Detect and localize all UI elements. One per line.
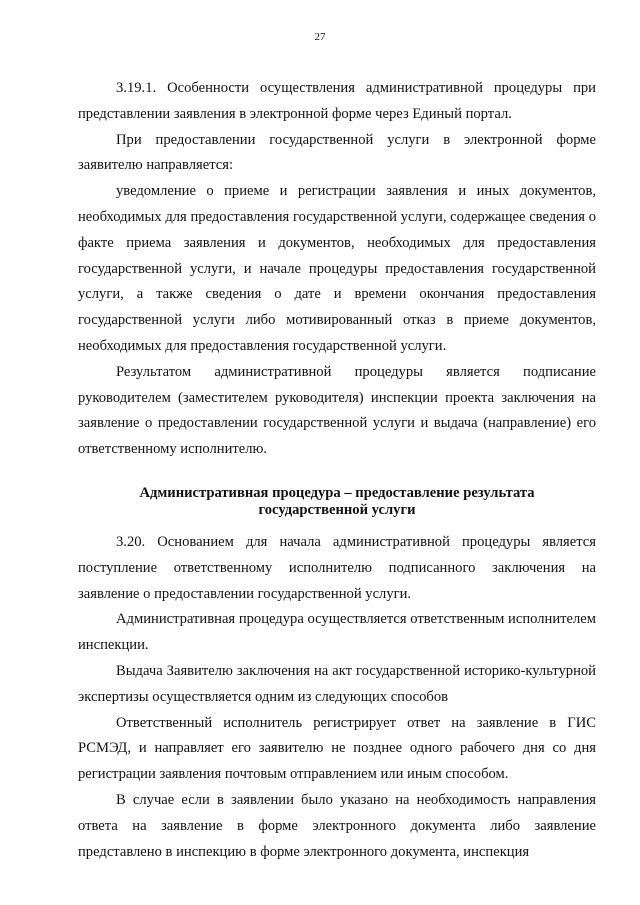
paragraph-3-19-1: 3.19.1. Особенности осуществления административной процедуры при представлении заявления в электронной форме через Единый портал. [78,80,596,122]
paragraph-procedure-executor: Административная процедура осуществляется ответственным исполнителем инспекции. [78,611,596,654]
paragraph-result: Результатом административной процедуры является подписание руководителем (заместителем руководителя) инспекции проекта заключения на заявление о предоставлении государственной услуги и выдача (направление) его ответственному исполнителю. [78,363,596,458]
paragraph-electronic-form: При предоставлении государственной услуги в электронной форме заявителю направляется: [78,131,596,174]
paragraph-issuance: Выдача Заявителю заключения на акт государственной историко-культурной экспертизы осуществляется одним из следующих способов [78,662,596,705]
paragraph-electronic-response: В случае если в заявлении было указано на необходимость направления ответа на заявление в форме электронного документа либо заявление представлено в инспекцию в форме электронного документа, инспекция [78,791,596,860]
section-heading-line-1: Административная процедура – предоставление результата [139,484,535,501]
document-body [78,76,596,865]
paragraph-registration: Ответственный исполнитель регистрирует ответ на заявление в ГИС РСМЭД, и направляет его заявителю не позднее одного рабочего дня со дня регистрации заявления почтовым отправлением или иным способом. [78,714,596,783]
paragraph-notification: уведомление о приеме и регистрации заявления и иных документов, необходимых для предоставления государственной услуги, содержащее сведения о факте приема заявления и документов, необходимых для предоставления государственной услуги, и начале процедуры предоставления государственной услуги, а также сведения о дате и времени окончания предоставления государственной услуги либо мотивированный отказ в приеме документов, необходимых для предоставления государственной услуги. [78,183,596,354]
paragraph-3-20: 3.20. Основанием для начала административной процедуры является поступление ответственному исполнителю подписанного заключения на заявление о предоставлении государственной услуги. [78,533,596,602]
page-number: 27 [314,31,326,43]
section-heading [78,485,596,519]
section-heading-line-2: государственной услуги [258,501,416,518]
